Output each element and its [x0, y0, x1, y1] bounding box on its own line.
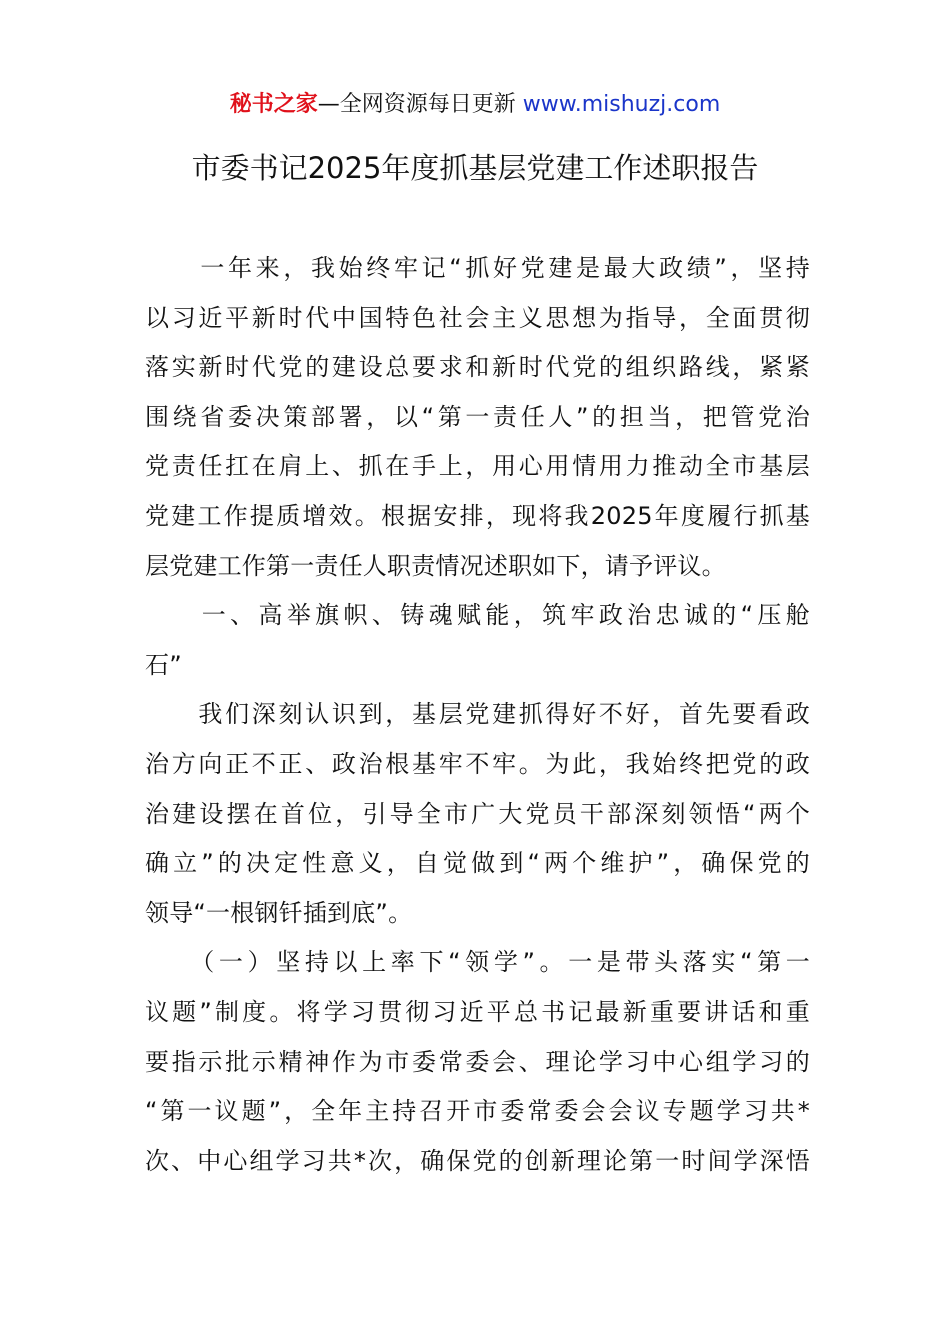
- body-line: 治建设摆在首位，引导全市广大党员干部深刻领悟“两个: [145, 799, 810, 828]
- body-line: 要指示批示精神作为市委常委会、理论学习中心组学习的: [145, 1047, 810, 1076]
- body-line: 治方向正不正、政治根基牢不牢。为此，我始终把党的政: [145, 749, 810, 778]
- document-title: 市委书记2025年度抓基层党建工作述职报告: [191, 151, 759, 185]
- body-line: 次、中心组学习共*次，确保党的创新理论第一时间学深悟: [145, 1146, 810, 1175]
- body-line: 围绕省委决策部署，以“第一责任人”的担当，把管党治: [145, 402, 810, 431]
- body-line: 确立”的决定性意义，自觉做到“两个维护”，确保党的: [145, 849, 810, 878]
- body-line: 一年来，我始终牢记“抓好党建是最大政绩”，坚持: [145, 254, 810, 282]
- body-line: 党责任扛在肩上、抓在手上，用心用情用力推动全市基层: [145, 452, 810, 481]
- document-body: [145, 244, 810, 1186]
- site-tagline: —全网资源每日更新: [317, 92, 523, 117]
- body-line: 以习近平新时代中国特色社会主义思想为指导，全面贯彻: [145, 303, 810, 332]
- body-line: 层党建工作第一责任人职责情况述职如下，请予评议。: [145, 551, 726, 580]
- section-heading-line: 一、高举旗帜、铸魂赋能，筑牢政治忠诚的“压舱: [145, 601, 810, 630]
- body-line: 我们深刻认识到，基层党建抓得好不好，首先要看政: [145, 700, 810, 729]
- site-header: [0, 88, 950, 122]
- body-line: 党建工作提质增效。根据安排，现将我2025年度履行抓基: [145, 501, 810, 530]
- body-line: 落实新时代党的建设总要求和新时代党的组织路线，紧紧: [145, 353, 810, 382]
- body-line: 领导“一根钢钎插到底”。: [145, 898, 413, 927]
- section-heading-line: 石”: [145, 650, 182, 679]
- body-line: “第一议题”，全年主持召开市委常委会会议专题学习共*: [145, 1097, 810, 1126]
- site-brand: 秘书之家: [229, 92, 318, 117]
- site-url-link[interactable]: www.mishuzj.com: [522, 92, 721, 117]
- body-line: （一）坚持以上率下“领学”。一是带头落实“第一: [145, 948, 810, 977]
- body-line: 议题”制度。将学习贯彻习近平总书记最新重要讲话和重: [145, 997, 810, 1026]
